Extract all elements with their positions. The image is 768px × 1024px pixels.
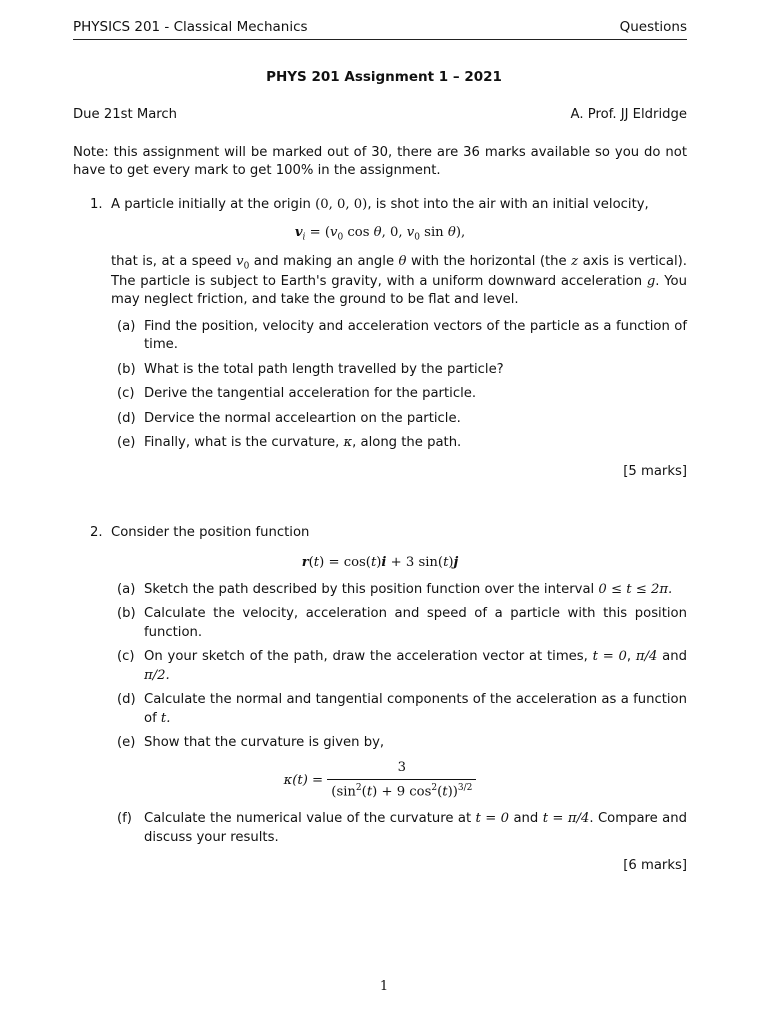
list-item: (d) Calculate the normal and tangential components of the acceleration as a function of t. [117,692,687,726]
list-item: (c) Derive the tangential acceleration for the particle. [117,386,477,402]
question-context: that is, at a speed $v_0$ and making an angle θ with the horizontal (the z axis is vertical). The particle is subject to Earth's gravity, with a uniform downward acceleration g. You may neglect friction, and take the ground to be flat and level. [111,253,687,308]
section-label: Questions [619,19,687,35]
page-header [73,18,687,40]
assignment-note: Note: this assignment will be marked out of 30, there are 36 marks available so you do not have to get every mark to get 100% in the assignment. [73,145,687,179]
position-equation: r(t) = cos(t)i + 3 sin(t)j [301,555,459,571]
author: A. Prof. JJ Eldridge [570,107,687,122]
list-item: (e) Show that the curvature is given by, [117,735,385,751]
velocity-equation: $v_i = (v_0$ cos θ, 0, $v_0$ sin θ), [294,225,466,244]
due-date: Due 21st March [73,107,178,122]
question-intro: A particle initially at the origin (0, 0, 0), is shot into the air with an initial velocity, [111,197,649,212]
list-item: (a) Sketch the path described by this position function over the interval 0 ≤ t ≤ 2π. [117,581,673,597]
list-item: (f) Calculate the numerical value of the curvature at t = 0 and t = π/4. Compare and discuss your results. [117,811,687,845]
assignment-meta [73,106,687,124]
list-item: (b) What is the total path length travelled by the particle? [117,361,504,377]
question-2 [73,524,687,876]
list-item: (a) Find the position, velocity and acceleration vectors of the particle as a function of time. [117,318,687,353]
course-title: PHYSICS 201 - Classical Mechanics [73,19,308,35]
question-1-parts [111,318,687,453]
curvature-fraction: $\frac{3}{(\sin^2(t) + 9 \cos^2(t))^{3/2}}$ [327,759,476,802]
curvature-equation: κ(t) = $\frac{3}{(\sin^2(t) + 9 \cos^2(t))^{3/2}}$ [73,759,687,802]
list-item: (d) Dervice the normal acceleartion on the particle. [117,410,461,426]
marks-label: [5 marks] [623,463,687,479]
question-intro: Consider the position function [111,525,310,540]
question-number: 1. [90,197,103,212]
question-number: 2. [90,525,103,540]
question-2-parts [111,581,687,753]
question-1 [73,196,687,481]
list-item: (c) On your sketch of the path, draw the acceleration vector at times, t = 0, π/4 and π/2. [117,649,687,683]
assignment-title: PHYS 201 Assignment 1 – 2021 [266,69,502,85]
page-number: 1 [379,979,389,994]
list-item: (e) Finally, what is the curvature, κ, along the path. [117,435,462,451]
question-2-parts-cont [111,810,687,847]
marks-label: [6 marks] [623,858,687,874]
list-item: (b) Calculate the velocity, acceleration and speed of a particle with this position function. [117,606,687,640]
